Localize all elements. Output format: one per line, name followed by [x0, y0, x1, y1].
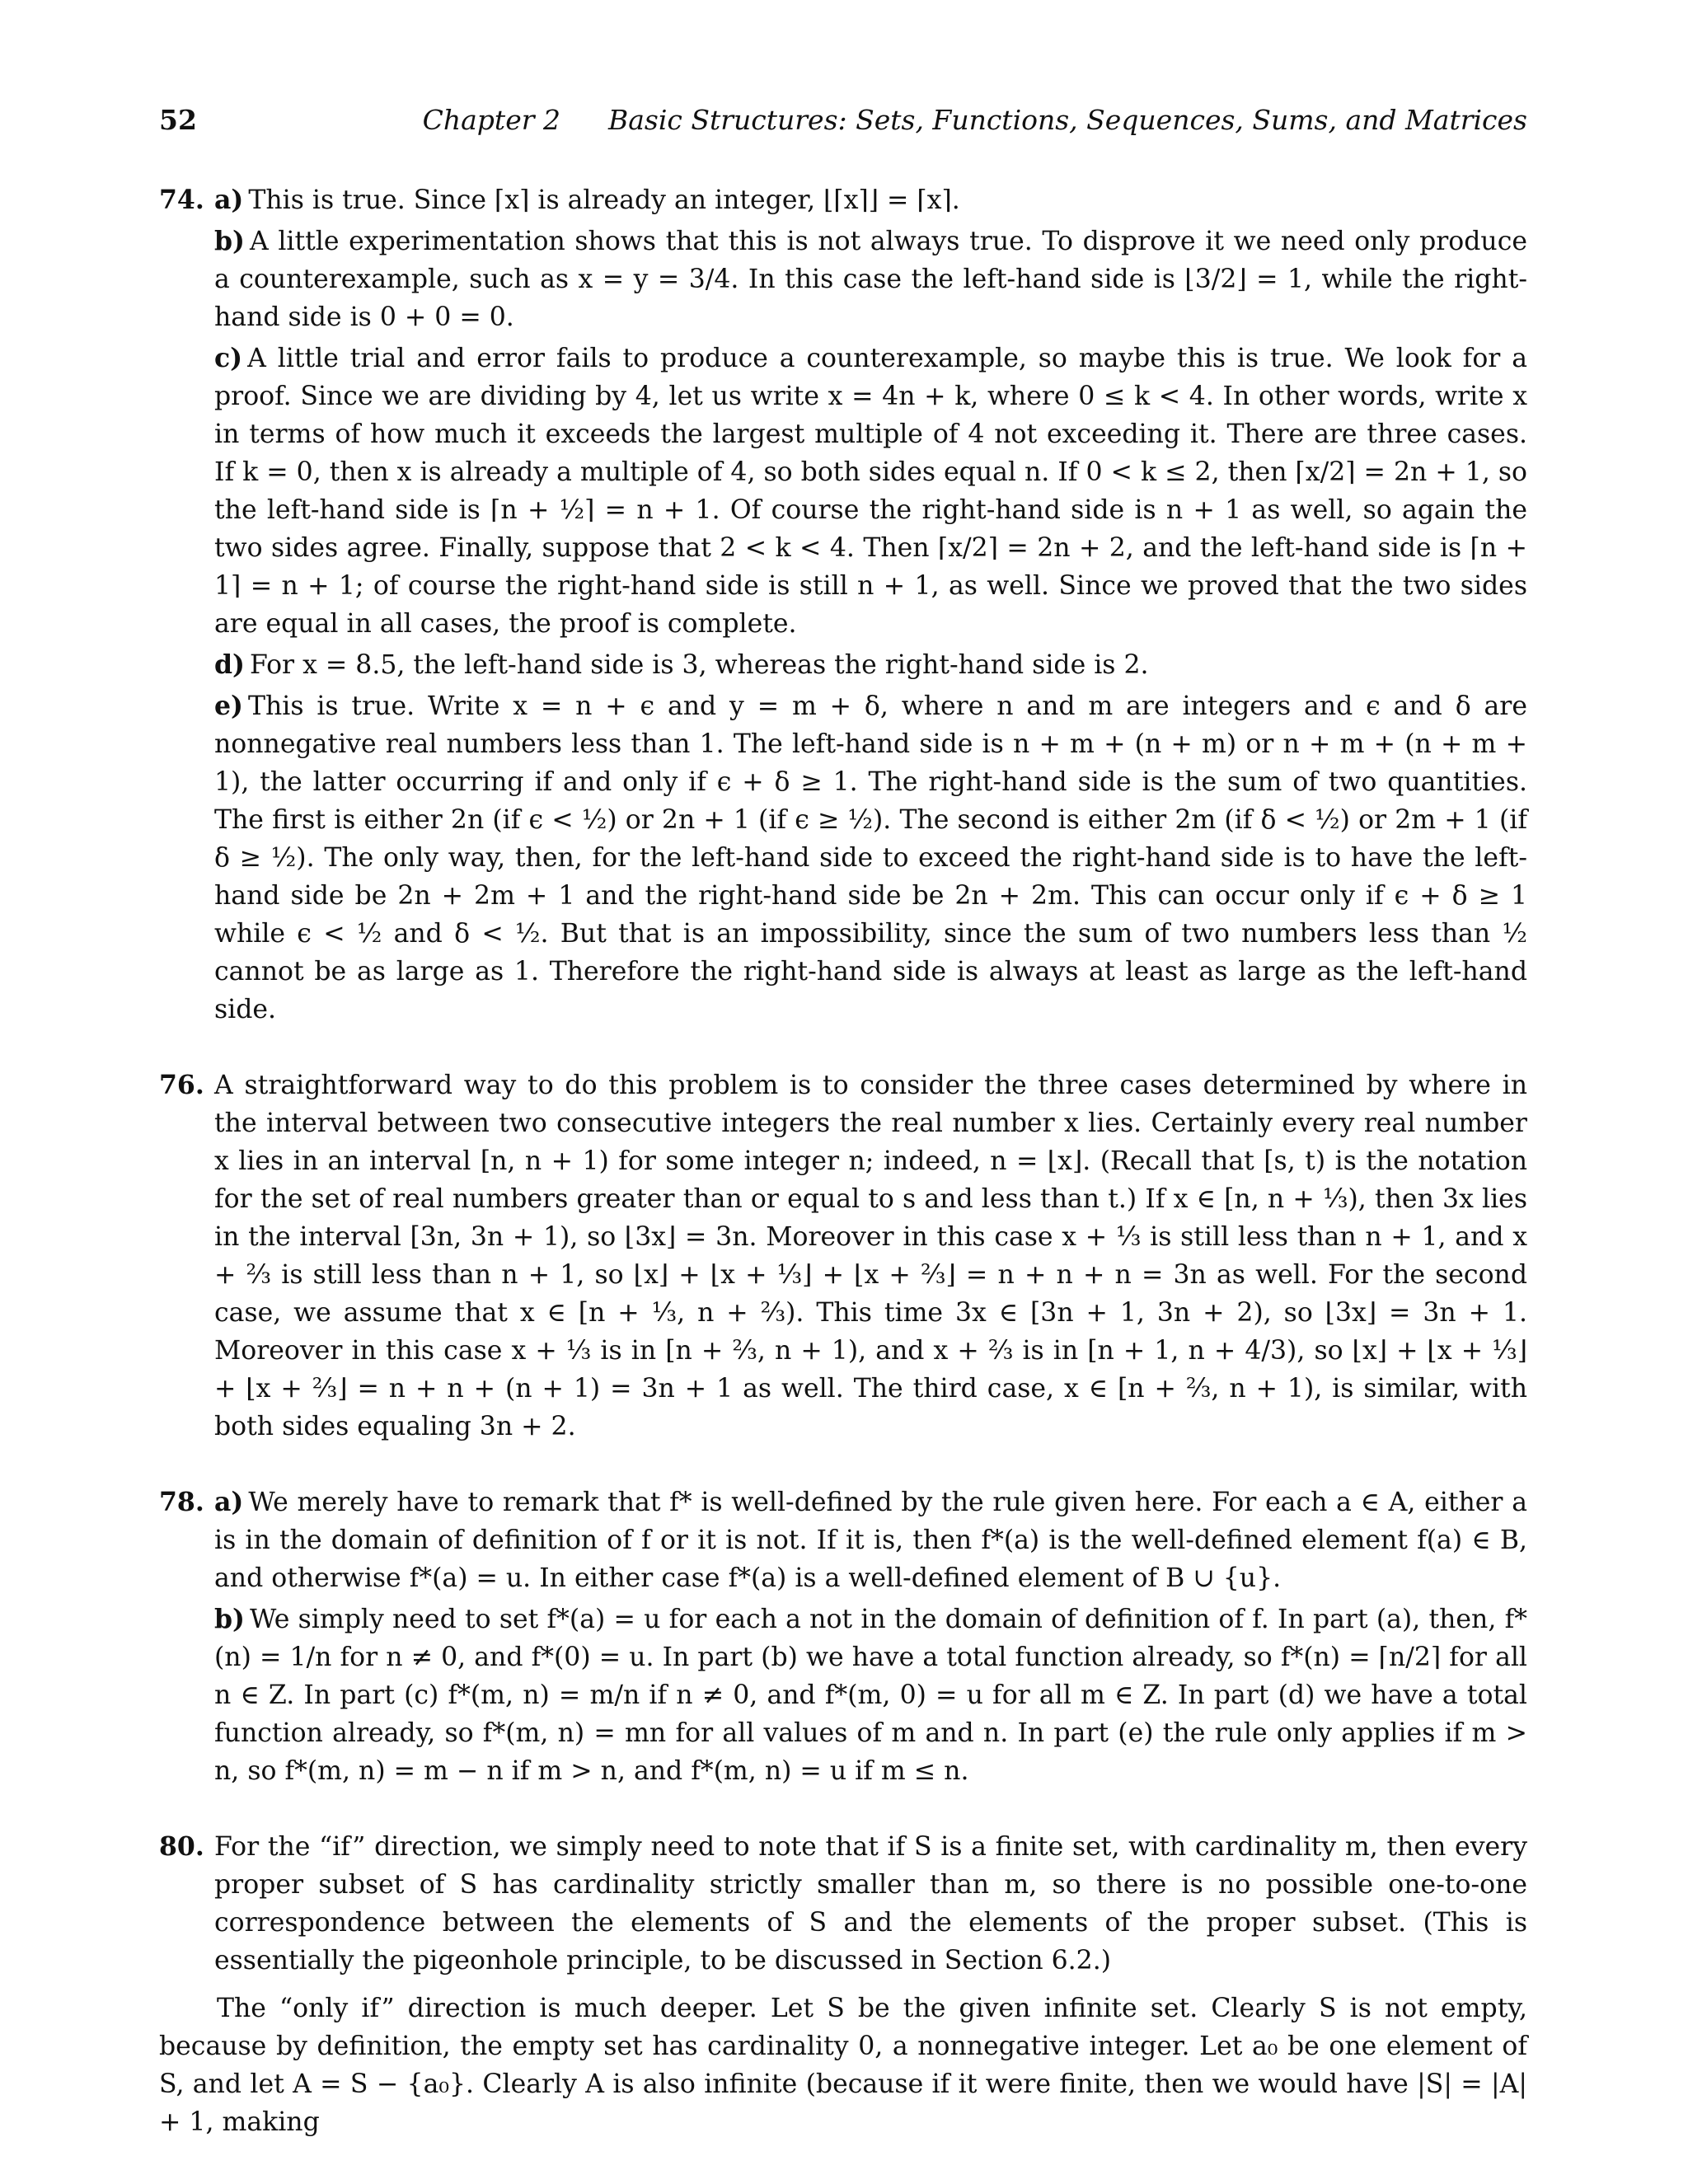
answer-part: [214, 181, 1527, 219]
part-label: d): [214, 649, 245, 680]
answer-part: [214, 340, 1527, 643]
answer-part: [214, 223, 1527, 336]
part-label: b): [214, 226, 245, 256]
answer-paragraph: The “only if” direction is much deeper. Let S be the given infinite set. Clearly S is not empty, because by definition, the empty set has cardinality 0, a nonnegative integer. Let a₀ be one element of S, and let A = S − {a₀}. Clearly A is also infinite (because if it were finite, then we would have |S| = |A| + 1, making: [159, 1994, 1527, 2137]
problem-number: 74.: [159, 185, 204, 215]
problem-78: [159, 1483, 1527, 1790]
problem-number: 76.: [159, 1070, 204, 1100]
problem-number: 78.: [159, 1487, 204, 1517]
page-number: 52: [159, 104, 197, 136]
part-text: A little experimentation shows that this is not always true. To disprove it we need only produce a counterexample, such as x = y = 3/4. In this case the left-hand side is ⌊3/2⌋ = 1, while the right-hand side is 0 + 0 = 0.: [214, 227, 1527, 332]
part-label: c): [214, 343, 243, 373]
problem-74: [159, 181, 1527, 1029]
part-label: a): [214, 1487, 244, 1517]
chapter-label: Chapter 2: [422, 104, 560, 136]
chapter-title: Basic Structures: Sets, Functions, Sequences, Sums, and Matrices: [607, 104, 1527, 136]
answer-paragraph: For the “if” direction, we simply need to note that if S is a finite set, with cardinality m, then every proper subset of S has cardinality strictly smaller than m, so there is no possible one-to-one correspondence between the elements of S and the elements of the proper subset. (This is essentially the pigeonhole principle, to be discussed in Section 6.2.): [214, 1832, 1527, 1975]
part-text: For x = 8.5, the left-hand side is 3, whereas the right-hand side is 2.: [249, 650, 1149, 680]
part-label: b): [214, 1604, 245, 1634]
answer-paragraph: A straightforward way to do this problem is to consider the three cases determined by where in the interval between two consecutive integers the real number x lies. Certainly every real number x lies in an interval [n, n + 1) for some integer n; indeed, n = ⌊x⌋. (Recall that [s, t) is the notation for the set of real numbers greater than or equal to s and less than t.) If x ∈ [n, n + ⅓), then 3x lies in the interval [3n, 3n + 1), so ⌊3x⌋ = 3n. Moreover in this case x + ⅓ is still less than n + 1, and x + ⅔ is still less than n + 1, so ⌊x⌋ + ⌊x + ⅓⌋ + ⌊x + ⅔⌋ = n + n + n = 3n as well. For the second case, we assume that x ∈ [n + ⅓, n + ⅔). This time 3x ∈ [3n + 1, 3n + 2), so ⌊3x⌋ = 3n + 1. Moreover in this case x + ⅓ is in [n + ⅔, n + 1), and x + ⅔ is in [n + 1, n + 4/3), so ⌊x⌋ + ⌊x + ⅓⌋ + ⌊x + ⅔⌋ = n + n + (n + 1) = 3n + 1 as well. The third case, x ∈ [n + ⅔, n + 1), is similar, with both sides equaling 3n + 2.: [214, 1071, 1527, 1441]
answer-part: [214, 1601, 1527, 1790]
part-text: We simply need to set f*(a) = u for each a not in the domain of definition of f. In part (a), then, f*(n) = 1/n for n ≠ 0, and f*(0) = u. In part (b) we have a total function already, so f*(n) = ⌈n/2⌉ for all n ∈ Z. In part (c) f*(m, n) = m/n if n ≠ 0, and f*(m, 0) = u for all m ∈ Z. In part (d) we have a total function already, so f*(m, n) = mn for all values of m and n. In part (e) the rule only applies if m > n, so f*(m, n) = m − n if m > n, and f*(m, n) = u if m ≤ n.: [214, 1605, 1527, 1786]
answer-part: [214, 1483, 1527, 1597]
part-text: A little trial and error fails to produce a counterexample, so maybe this is true. We look for a proof. Since we are dividing by 4, let us write x = 4n + k, where 0 ≤ k < 4. In other words, write x in terms of how much it exceeds the largest multiple of 4 not exceeding it. There are three cases. If k = 0, then x is already a multiple of 4, so both sides equal n. If 0 < k ≤ 2, then ⌈x/2⌉ = 2n + 1, so the left-hand side is ⌈n + ½⌉ = n + 1. Of course the right-hand side is n + 1 as well, so again the two sides agree. Finally, suppose that 2 < k < 4. Then ⌈x/2⌉ = 2n + 2, and the left-hand side is ⌈n + 1⌉ = n + 1; of course the right-hand side is still n + 1, as well. Since we proved that the two sides are equal in all cases, the proof is complete.: [214, 344, 1527, 639]
part-text: This is true. Write x = n + ϵ and y = m + δ, where n and m are integers and ϵ and δ are nonnegative real numbers less than 1. The left-hand side is n + m + (n + m) or n + m + (n + m + 1), the latter occurring if and only if ϵ + δ ≥ 1. The right-hand side is the sum of two quantities. The first is either 2n (if ϵ < ½) or 2n + 1 (if ϵ ≥ ½). The second is either 2m (if δ < ½) or 2m + 1 (if δ ≥ ½). The only way, then, for the left-hand side to exceed the right-hand side is to have the left-hand side be 2n + 2m + 1 and the right-hand side be 2n + 2m. This can occur only if ϵ + δ ≥ 1 while ϵ < ½ and δ < ½. But that is an impossibility, since the sum of two numbers less than ½ cannot be as large as 1. Therefore the right-hand side is always at least as large as the left-hand side.: [214, 691, 1527, 1024]
part-label: a): [214, 185, 244, 215]
part-text: We merely have to remark that f* is well-defined by the rule given here. For each a ∈ A, either a is in the domain of definition of f or it is not. If it is, then f*(a) is the well-defined element f(a) ∈ B, and otherwise f*(a) = u. In either case f*(a) is a well-defined element of B ∪ {u}.: [214, 1488, 1527, 1593]
running-head: [423, 104, 1527, 136]
problem-number: 80.: [159, 1831, 204, 1862]
problem-80: [159, 1828, 1527, 2141]
problem-76: [159, 1066, 1527, 1446]
page-body: [159, 181, 1527, 2179]
answer-part: [214, 646, 1527, 684]
part-label: e): [214, 691, 243, 721]
page-header: [159, 104, 1527, 140]
part-text: This is true. Since ⌈x⌉ is already an integer, ⌊⌈x⌉⌋ = ⌈x⌉.: [248, 185, 960, 215]
answer-part: [214, 687, 1527, 1029]
